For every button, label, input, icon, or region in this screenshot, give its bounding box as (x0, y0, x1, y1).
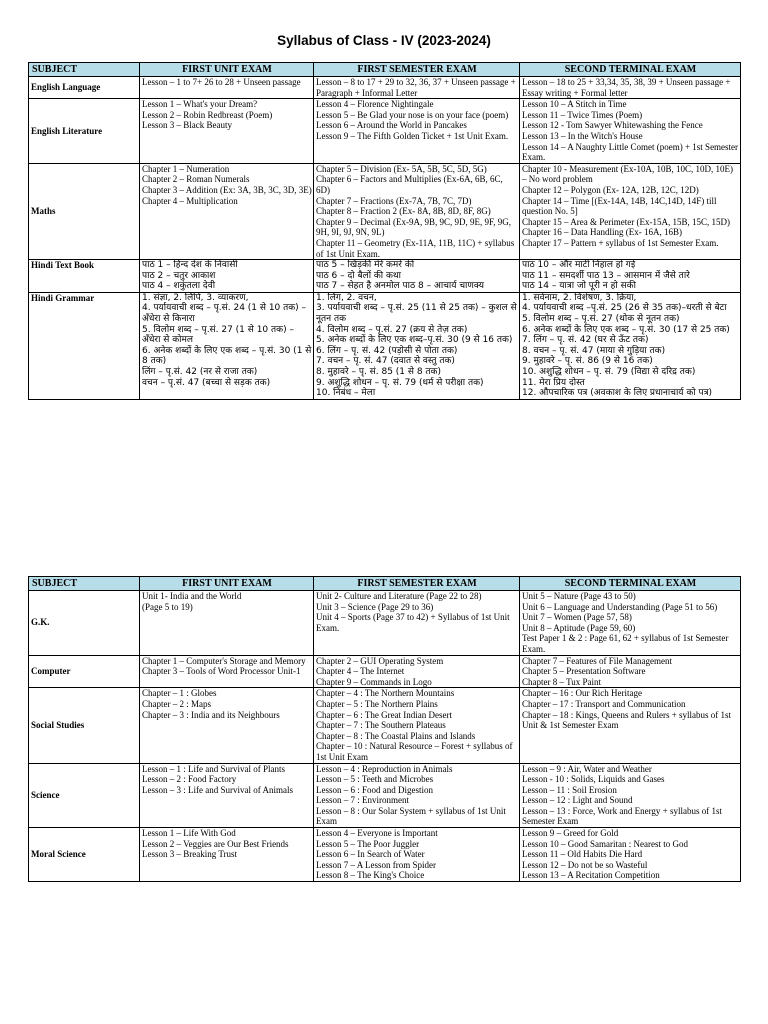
syllabus-line: Lesson 9 – Greed for Gold (522, 828, 619, 839)
syllabus-line: 9. मुहावरे – पृ. सं. 86 (9 से 16 तक) (522, 356, 653, 367)
syllabus-line: Chapter 1 – Numeration (142, 163, 230, 174)
syllabus-line: Chapter 5 – Presentation Software (522, 666, 646, 677)
syllabus-line: 5. अनेक शब्दों के लिए एक शब्द–पृ.सं. 30 (9 से 16 तक) (316, 335, 513, 346)
syllabus-line: पाठ 1 – हिन्द देश के निवासी (142, 260, 238, 271)
table-row (29, 292, 741, 399)
syllabus-line: Lesson 11 – Twice Times (Poem) (522, 109, 643, 120)
syllabus-line: Lesson – 8 : Our Solar System + syllabus of 1st Unit Exam (316, 805, 506, 827)
syllabus-line: Chapter 12 – Polygon (Ex- 12A, 12B, 12C, 12D) (522, 184, 699, 195)
syllabus-line: Lesson – 18 to 25 + 33,34, 35, 38, 39 + Unseen passage + Essay writing + Formal letter (522, 77, 731, 98)
syllabus-line: 5. विलोम शब्द – पृ.सं. 27 (थोक से नूतन तक) (522, 314, 680, 325)
syllabus-line: 6. लिंग – पृ. सं. 42 (पड़ोसी से पोता तक) (316, 345, 458, 356)
syllabus-line: Lesson – 11 : Soil Erosion (522, 784, 617, 795)
syllabus-line: Chapter 16 – Data Handling (Ex- 16A, 16B) (522, 227, 682, 238)
term-exam-cell (520, 828, 741, 882)
term-exam-cell (520, 688, 741, 763)
syllabus-line: Lesson 4 – Everyone is Important (316, 828, 438, 839)
sem-exam-cell (314, 828, 520, 882)
syllabus-line: Lesson – 8 to 17 + 29 to 32, 36, 37 + Unseen passage + Paragraph + Informal Letter (316, 77, 516, 98)
syllabus-line: Lesson 6 – In Search of Water (316, 849, 425, 860)
syllabus-line: Chapter 14 – Time [(Ex-14A, 14B, 14C,14D, 14F) till question No. 5] (522, 195, 717, 217)
table-row (29, 688, 741, 763)
header-first-unit-exam: FIRST UNIT EXAM (140, 577, 314, 591)
subject-cell: English Literature (29, 99, 140, 164)
unit-exam-cell (140, 163, 314, 259)
syllabus-line: Lesson 5 – Be Glad your nose is on your face (poem) (316, 109, 509, 120)
syllabus-line: 10. अशुद्धि शोधन – पृ. सं. 79 (विद्या से दरिद्र तक) (522, 367, 696, 378)
syllabus-line: Lesson 10 – A Stitch in Time (522, 99, 627, 110)
syllabus-line: Lesson 9 – The Fifth Golden Ticket + 1st Unit Exam. (316, 130, 509, 141)
syllabus-line: Chapter 7 – Fractions (Ex-7A, 7B, 7C, 7D) (316, 195, 472, 206)
syllabus-line: 4. पर्यायवाची शब्द –पृ.सं. 25 (26 से 35 तक)–धरती से बेटा (522, 303, 727, 314)
sem-exam-cell (314, 591, 520, 656)
syllabus-table-1 (28, 62, 741, 400)
header-subject: SUBJECT (29, 577, 140, 591)
syllabus-line: Lesson – 4 : Reproduction in Animals (316, 763, 453, 774)
syllabus-line: पाठ 5 – खिड़की मेरे कमरे की (316, 260, 415, 271)
syllabus-line: Lesson 14 – A Naughty Little Comet (poem) + 1st Semester Exam. (522, 141, 739, 163)
syllabus-line: Lesson 13 – A Recitation Competition (522, 870, 660, 881)
syllabus-line: Chapter 6 – Factors and Multiplies (Ex-6A, 6B, 6C, 6D) (316, 174, 503, 195)
syllabus-line: Lesson - 10 : Solids, Liquids and Gases (522, 774, 665, 785)
syllabus-line: पाठ 7 – सेहत है अनमोल पाठ 8 – आचार्य चाणक्य (316, 281, 484, 292)
syllabus-line: 10. निबंध – मेला (316, 388, 376, 399)
syllabus-line: Chapter – 7 : The Southern Plateaus (316, 720, 446, 731)
syllabus-line: 8. वचन – पृ. सं. 47 (माया से गुड़िया तक) (522, 345, 666, 356)
syllabus-line: 1. सर्वनाम, 2. विशेषण, 3. क्रिया, (522, 292, 637, 303)
syllabus-line: Chapter 17 – Pattern + syllabus of 1st Semester Exam. (522, 237, 719, 248)
syllabus-line: Chapter – 10 : Natural Resource – Forest + syllabus of 1st Unit Exam (316, 741, 513, 762)
syllabus-line: Chapter – 1 : Globes (142, 688, 217, 699)
syllabus-line: Chapter 5 – Division (Ex- 5A, 5B, 5C, 5D, 5G) (316, 163, 487, 174)
table-row (29, 99, 741, 164)
syllabus-line: Test Paper 1 & 2 : Page 61, 62 + syllabus of 1st Semester Exam. (522, 633, 729, 654)
syllabus-line: 6. अनेक शब्दों के लिए एक शब्द – पृ.सं. 30 (1 से 8 तक) (142, 345, 312, 367)
syllabus-line: Lesson 5 – The Poor Juggler (316, 838, 420, 849)
syllabus-line: Lesson 10 – Good Samaritan : Nearest to God (522, 838, 688, 849)
unit-exam-cell (140, 688, 314, 763)
syllabus-line: Chapter – 6 : The Great Indian Desert (316, 709, 453, 720)
syllabus-line: Lesson – 6 : Food and Digestion (316, 784, 433, 795)
header-first-unit-exam: FIRST UNIT EXAM (140, 63, 314, 77)
subject-cell: English Language (29, 77, 140, 99)
syllabus-line: Chapter 2 – Roman Numerals (142, 174, 250, 185)
syllabus-line: पाठ 6 – दो बैलों की कथा (316, 270, 401, 281)
syllabus-line: Unit 1- India and the World (142, 591, 242, 601)
syllabus-line: Lesson – 9 : Air, Water and Weather (522, 763, 652, 774)
term-exam-cell (520, 260, 741, 293)
term-exam-cell (520, 591, 741, 656)
header-first-semester-exam: FIRST SEMESTER EXAM (314, 577, 520, 591)
term-exam-cell (520, 77, 741, 99)
subject-cell: Science (29, 763, 140, 828)
page-title: Syllabus of Class - IV (2023-2024) (277, 33, 491, 48)
unit-exam-cell (140, 828, 314, 882)
syllabus-line: 3. पर्यायवाची शब्द – पृ.सं. 25 (11 से 25 तक) – कुशल से नूतन तक (316, 303, 517, 325)
subject-cell: Computer (29, 655, 140, 688)
syllabus-line: Lesson – 1 : Life and Survival of Plants (142, 763, 285, 774)
syllabus-line: Chapter – 4 : The Northern Mountains (316, 688, 455, 699)
syllabus-line: Lesson – 5 : Teeth and Microbes (316, 774, 434, 785)
syllabus-line: लिंग – पृ.सं. 42 (नर से राजा तक) (142, 367, 258, 378)
syllabus-line: Chapter 11 – Geometry (Ex-11A, 11B, 11C) + syllabus of 1st Unit Exam. (316, 237, 515, 259)
unit-exam-cell (140, 99, 314, 164)
syllabus-line: पाठ 2 – चतुर आकाश (142, 270, 216, 281)
syllabus-line: Chapter – 18 : Kings, Queens and Rulers + syllabus of 1st Unit & 1st Semester Exam (522, 709, 732, 731)
syllabus-line: Lesson 13 – In the Witch's House (522, 130, 643, 141)
syllabus-line: पाठ 10 – और माटी निहाल हो गई (522, 260, 636, 271)
syllabus-line: Unit 2- Culture and Literature (Page 22 to 28) (316, 591, 482, 601)
unit-exam-cell (140, 292, 314, 399)
syllabus-line: 6. अनेक शब्दों के लिए एक शब्द – पृ.सं. 30 (17 से 25 तक) (522, 324, 730, 335)
subject-cell: Social Studies (29, 688, 140, 763)
syllabus-line: Lesson 1 – Life With God (142, 828, 236, 839)
syllabus-line: Chapter 1 – Computer's Storage and Memory (142, 655, 306, 666)
table-row (29, 828, 741, 882)
table-row (29, 763, 741, 828)
sem-exam-cell (314, 688, 520, 763)
table-row (29, 163, 741, 259)
sem-exam-cell (314, 99, 520, 164)
syllabus-line: (Page 5 to 19) (142, 601, 193, 612)
term-exam-cell (520, 292, 741, 399)
syllabus-line: पाठ 4 – शकुंतला देवी (142, 281, 216, 292)
syllabus-line: 12. औपचारिक पत्र (अवकाश के लिए प्रधानाचार्य को पत्र) (522, 388, 713, 399)
syllabus-line: 1. संज्ञा, 2. लिपि, 3. व्याकरण, (142, 292, 249, 303)
syllabus-line: 7. वचन – पृ. सं. 47 (दवात से वस्तु तक) (316, 356, 455, 367)
header-second-terminal-exam: SECOND TERMINAL EXAM (520, 63, 741, 77)
term-exam-cell (520, 655, 741, 688)
syllabus-line: Unit 3 – Science (Page 29 to 36) (316, 601, 434, 612)
syllabus-line: 4. विलोम शब्द – पृ.सं. 27 (क्रय से तेज़ तक) (316, 324, 468, 335)
syllabus-line: Lesson – 13 : Force, Work and Energy + syllabus of 1st Semester Exam (522, 805, 722, 827)
unit-exam-cell (140, 591, 314, 656)
term-exam-cell (520, 763, 741, 828)
sem-exam-cell (314, 763, 520, 828)
syllabus-line: Unit 5 – Nature (Page 43 to 50) (522, 591, 636, 601)
term-exam-cell (520, 99, 741, 164)
syllabus-line: Chapter 3 – Addition (Ex: 3A, 3B, 3C, 3D, 3E) (142, 184, 312, 195)
syllabus-line: वचन – पृ.सं. 47 (बच्चा से सड़क तक) (142, 377, 271, 388)
unit-exam-cell (140, 260, 314, 293)
unit-exam-cell (140, 77, 314, 99)
table-row (29, 77, 741, 99)
sem-exam-cell (314, 163, 520, 259)
subject-cell: Maths (29, 163, 140, 259)
syllabus-line: Lesson – 2 : Food Factory (142, 774, 237, 785)
syllabus-line: Lesson 3 – Black Beauty (142, 120, 232, 131)
syllabus-line: Chapter 8 – Fraction 2 (Ex- 8A, 8B, 8D, 8F, 8G) (316, 206, 491, 217)
syllabus-line: 5. विलोम शब्द – पृ.सं. 27 (1 से 10 तक) – अँधेरा से कोमल (142, 324, 294, 346)
syllabus-line: Chapter 4 – The Internet (316, 666, 405, 677)
syllabus-line: Chapter 10 - Measurement (Ex-10A, 10B, 10C, 10D, 10E) – No word problem (522, 163, 733, 185)
syllabus-line: Chapter – 3 : India and its Neighbours (142, 709, 280, 720)
syllabus-line: Chapter 15 – Area & Perimeter (Ex-15A, 15B, 15C, 15D) (522, 216, 730, 227)
syllabus-line: Lesson – 3 : Life and Survival of Animals (142, 784, 293, 795)
syllabus-line: Lesson 2 – Veggies are Our Best Friends (142, 838, 289, 849)
syllabus-line: Chapter – 2 : Maps (142, 698, 211, 709)
syllabus-line: Chapter 8 – Tux Paint (522, 676, 602, 687)
syllabus-line: 7. लिंग – पृ. सं. 42 (घर से ऊँट तक) (522, 335, 649, 346)
syllabus-line: Chapter – 17 : Transport and Communication (522, 698, 686, 709)
syllabus-line: Chapter 2 – GUI Operating System (316, 655, 444, 666)
header-second-terminal-exam: SECOND TERMINAL EXAM (520, 577, 741, 591)
syllabus-line: 4. पर्यायवाची शब्द – पृ.सं. 24 (1 से 10 तक) – अँधेरा से किनारा (142, 303, 307, 325)
syllabus-line: Lesson 4 – Florence Nightingale (316, 99, 434, 110)
syllabus-line: Lesson 8 – The King's Choice (316, 870, 425, 881)
sem-exam-cell (314, 655, 520, 688)
sem-exam-cell (314, 260, 520, 293)
syllabus-line: 9. अशुद्धि शोधन – पृ. सं. 79 (धर्म से परीक्षा तक) (316, 377, 484, 388)
syllabus-line: Lesson 12 – Do not be so Wasteful (522, 859, 648, 870)
syllabus-line: Unit 8 – Aptitude (Page 59, 60) (522, 622, 636, 633)
table-row (29, 591, 741, 656)
syllabus-line: 8. मुहावरे – पृ. सं. 85 (1 से 8 तक) (316, 367, 441, 378)
subject-cell: Moral Science (29, 828, 140, 882)
syllabus-line: Unit 6 – Language and Understanding (Page 51 to 56) (522, 601, 718, 612)
syllabus-line: Chapter 3 – Tools of Word Processor Unit-1 (142, 666, 301, 677)
table-header-row (29, 63, 741, 77)
syllabus-line: Lesson – 7 : Environment (316, 795, 409, 806)
sem-exam-cell (314, 292, 520, 399)
syllabus-line: Lesson 6 – Around the World in Pancakes (316, 120, 467, 131)
syllabus-line: 11. मेरा प्रिय दोस्त (522, 377, 585, 388)
syllabus-line: पाठ 11 – समदर्शी पाठ 13 – आसमान में जैसे तारे (522, 270, 690, 281)
syllabus-line: Lesson 1 – What's your Dream? (142, 99, 258, 110)
syllabus-line: Lesson 7 – A Lesson from Spider (316, 859, 436, 870)
subject-cell: Hindi Text Book (29, 260, 140, 293)
syllabus-line: Lesson 3 – Breaking Trust (142, 849, 238, 860)
unit-exam-cell (140, 763, 314, 828)
header-subject: SUBJECT (29, 63, 140, 77)
syllabus-line: Lesson – 12 : Light and Sound (522, 795, 633, 806)
syllabus-line: Chapter – 5 : The Northern Plains (316, 698, 438, 709)
syllabus-line: Lesson 2 – Robin Redbreast (Poem) (142, 109, 273, 120)
syllabus-line: Unit 7 – Women (Page 57, 58) (522, 612, 632, 623)
syllabus-line: Chapter 9 – Commands in Logo (316, 676, 432, 687)
syllabus-line: Chapter 9 – Decimal (Ex-9A, 9B, 9C, 9D, 9E, 9F, 9G, 9H, 9I, 9J, 9N, 9L) (316, 216, 512, 238)
subject-cell: G.K. (29, 591, 140, 656)
syllabus-line: Chapter – 16 : Our Rich Heritage (522, 688, 642, 699)
syllabus-line: 1. लिंग, 2. वचन, (316, 292, 377, 303)
syllabus-line: Unit 4 – Sports (Page 37 to 42) + Syllabus of 1st Unit Exam. (316, 612, 510, 633)
table-row (29, 260, 741, 293)
syllabus-line: पाठ 14 – यात्रा जो पूरी न हो सकी (522, 281, 636, 292)
table-header-row (29, 577, 741, 591)
syllabus-line: Chapter 4 – Multiplication (142, 195, 238, 206)
subject-cell: Hindi Grammar (29, 292, 140, 399)
header-first-semester-exam: FIRST SEMESTER EXAM (314, 63, 520, 77)
syllabus-line: Chapter – 8 : The Coastal Plains and Islands (316, 730, 476, 741)
syllabus-table-2 (28, 576, 741, 882)
unit-exam-cell (140, 655, 314, 688)
syllabus-line: Lesson – 1 to 7+ 26 to 28 + Unseen passage (142, 77, 301, 87)
syllabus-line: Lesson 12 - Tom Sawyer Whitewashing the Fence (522, 120, 703, 131)
syllabus-line: Lesson 11 – Old Habits Die Hard (522, 849, 643, 860)
syllabus-line: Chapter 7 – Features of File Management (522, 655, 672, 666)
term-exam-cell (520, 163, 741, 259)
sem-exam-cell (314, 77, 520, 99)
table-row (29, 655, 741, 688)
